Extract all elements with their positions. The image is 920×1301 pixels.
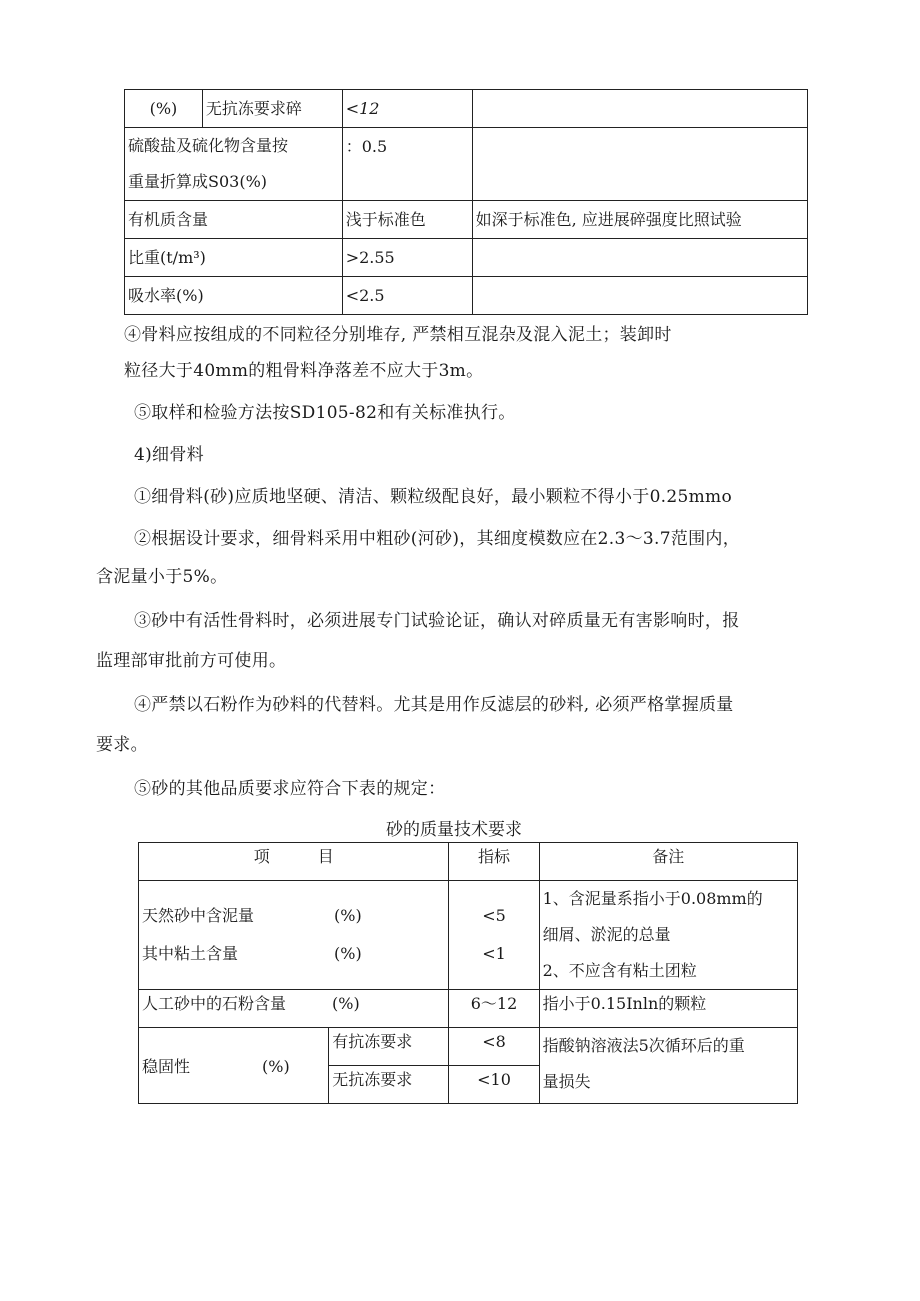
table-cell (472, 128, 807, 201)
paragraph: ⑤取样和检验方法按SD105-82和有关标准执行。 (134, 403, 516, 423)
table-cell (472, 239, 807, 277)
header-index: 指标 (449, 843, 539, 881)
table-cell (449, 881, 539, 990)
cell-line: 重量折算成S03(%) (128, 172, 268, 191)
unit-label: (%) (332, 994, 360, 1013)
paragraph-line: ④骨料应按组成的不同粒径分别堆存, 严禁相互混杂及混入泥土；装卸时 (124, 325, 672, 345)
unit-label: (%) (334, 944, 362, 963)
item-label: 人工砂中的石粉含量 (142, 994, 287, 1013)
table-cell: 吸水率(%) (125, 277, 343, 315)
table-cell (539, 1028, 797, 1104)
unit-label: (%) (334, 906, 362, 925)
cell-line (142, 897, 445, 935)
item-label: 其中粘土含量 (142, 944, 239, 963)
table-row (125, 239, 808, 277)
table-row (139, 990, 798, 1028)
table-caption: 砂的质量技术要求 (386, 820, 522, 840)
table-row (139, 1028, 798, 1066)
table-cell: (%) (125, 90, 203, 128)
sand-quality-table (138, 842, 798, 1104)
table-row (125, 277, 808, 315)
table-cell (139, 881, 449, 990)
note: 指小于0.15Inln的颗粒 (539, 990, 797, 1028)
paragraph-line: ④严禁以石粉作为砂料的代替料。尤其是用作反滤层的砂料, 必须严格掌握质量 (134, 695, 734, 715)
table-cell: 有机质含量 (125, 201, 343, 239)
note-line: 1、含泥量系指小于0.08mm的 (542, 889, 763, 908)
table-row (139, 881, 798, 990)
paragraph-line: 监理部审批前方可使用。 (96, 651, 287, 671)
cell-line (142, 935, 445, 973)
value: 6～12 (449, 990, 539, 1028)
table-row (125, 90, 808, 128)
table-row (125, 128, 808, 201)
note-line: 量损失 (542, 1072, 591, 1091)
paragraph-line: ③砂中有活性骨料时，必须进展专门试验论证，确认对碎质量无有害影响时，报 (134, 611, 740, 631)
table-cell (139, 1028, 329, 1104)
note-line: 2、不应含有粘土团粒 (542, 961, 697, 980)
header-item: 项 目 (139, 843, 449, 881)
table-cell: 比重(t/m³) (125, 239, 343, 277)
paragraph-line: 含泥量小于5%。 (96, 567, 228, 587)
table-cell: ：0.5 (342, 128, 472, 201)
table-cell: <2.5 (342, 277, 472, 315)
section-heading: 4)细骨料 (134, 445, 204, 465)
table-cell (125, 128, 343, 201)
value: <1 (482, 944, 506, 963)
paragraph-line: 粒径大于40mm的粗骨料净落差不应大于3m。 (124, 361, 484, 381)
table-cell: >2.55 (342, 239, 472, 277)
table-cell (139, 990, 449, 1028)
table-cell (539, 881, 797, 990)
table-cell (472, 90, 807, 128)
table-cell: 浅于标准色 (342, 201, 472, 239)
note-line: 指酸钠溶液法5次循环后的重 (542, 1036, 745, 1055)
table-cell (472, 277, 807, 315)
cell-line: 硫酸盐及硫化物含量按 (128, 136, 289, 155)
item-label: 稳固性 (142, 1057, 191, 1076)
sub-item: 无抗冻要求 (329, 1066, 449, 1104)
paragraph-line: ②根据设计要求，细骨料采用中粗砂(河砂)，其细度模数应在2.3～3.7范围内， (134, 529, 741, 549)
paragraph: ①细骨料(砂)应质地坚硬、清洁、颗粒级配良好，最小颗粒不得小于0.25mmo (134, 487, 732, 507)
note-line: 细屑、淤泥的总量 (542, 925, 671, 944)
table-cell: 如深于标准色, 应进展碎强度比照试验 (472, 201, 807, 239)
unit-label: (%) (262, 1057, 290, 1076)
value: <5 (482, 906, 506, 925)
table-cell: 无抗冻要求碎 (202, 90, 342, 128)
sub-item: 有抗冻要求 (329, 1028, 449, 1066)
coarse-aggregate-table (124, 89, 808, 315)
paragraph: ⑤砂的其他品质要求应符合下表的规定： (134, 779, 446, 799)
header-note: 备注 (539, 843, 797, 881)
item-label: 天然砂中含泥量 (142, 906, 255, 925)
table-header-row (139, 843, 798, 881)
table-row (125, 201, 808, 239)
table-cell: <12 (342, 90, 472, 128)
paragraph-line: 要求。 (96, 735, 148, 755)
value: <10 (449, 1066, 539, 1104)
value: <8 (449, 1028, 539, 1066)
